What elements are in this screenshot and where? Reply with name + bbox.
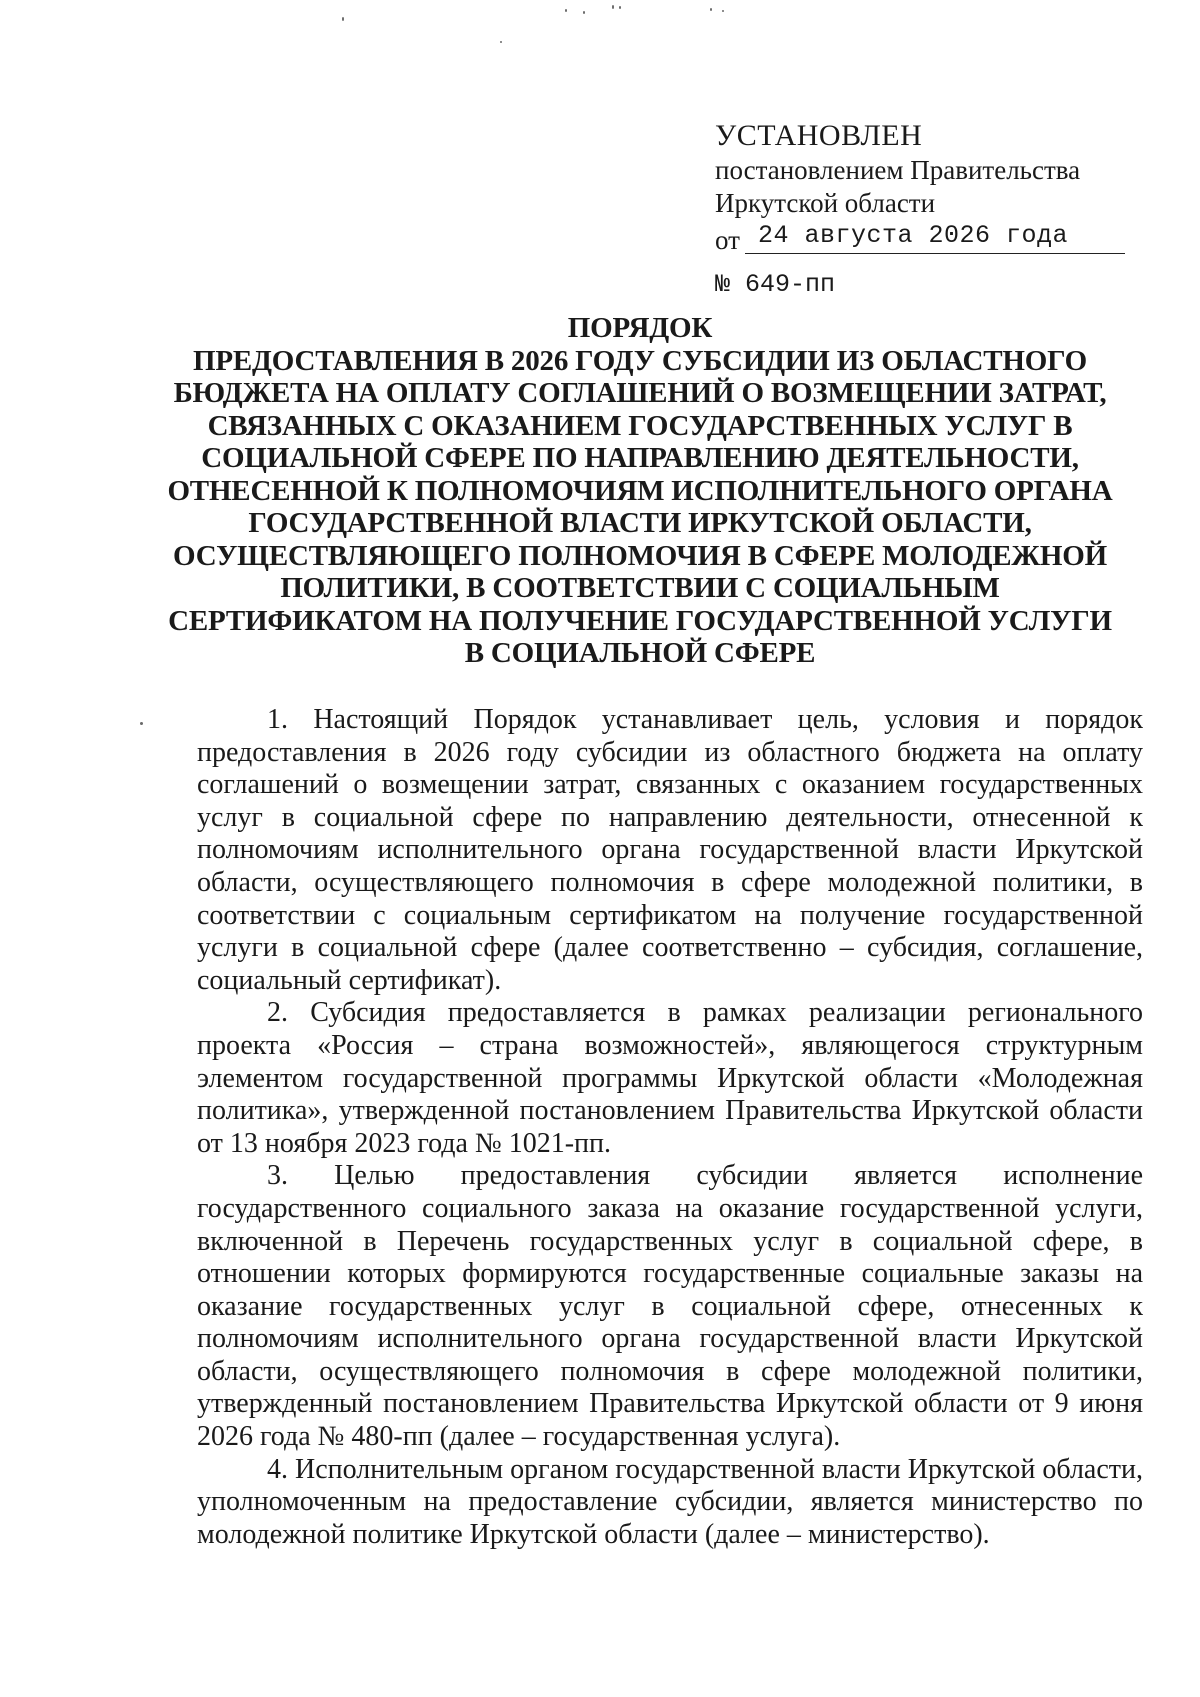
title-line: ПОЛИТИКИ, В СООТВЕТСТВИИ С СОЦИАЛЬНЫМ [280,572,1000,604]
paragraph-3: 3. Целью предоставления субсидии является исполнение государственного социального заказа на оказание государственной услуги, включенной в Перечень государственных услуг в социальной сфере, в отношении которых формируются государственные социальные заказы на оказание государственных услуг в социальной сфере, отнесенных к полномочиям исполнительного органа государственной власти Иркутской области, осуществляющего полномочия в сфере молодежной политики, утвержденный постановлением Правительства Иркутской области от 9 июня 2026 года № 480-пп (далее – государственная услуга). [197,1160,1143,1453]
title-line: СВЯЗАННЫХ С ОКАЗАНИЕМ ГОСУДАРСТВЕННЫХ УСЛУГ В [207,409,1073,442]
document-title [150,312,1130,670]
approval-number-line [715,262,1125,302]
scan-speck [342,17,344,21]
date-prefix: от [715,225,740,255]
approved-heading: УСТАНОВЛЕН [715,119,923,152]
document-body [197,704,1143,1551]
approval-number: № 649-пп [715,270,836,299]
title-line: ПРЕДОСТАВЛЕНИЯ В 2026 ГОДУ СУБСИДИИ ИЗ ОБЛАСТНОГО [192,344,1088,377]
title-line: В СОЦИАЛЬНОЙ СФЕРЕ [464,637,816,669]
title-line: БЮДЖЕТА НА ОПЛАТУ СОГЛАШЕНИЙ О ВОЗМЕЩЕНИИ ЗАТРАТ, [173,377,1107,409]
scan-speck [710,8,712,11]
scan-speck [565,9,567,12]
title-line: СЕРТИФИКАТОМ НА ПОЛУЧЕНИЕ ГОСУДАРСТВЕННОЙ УСЛУГИ [168,604,1112,637]
approval-date: 24 августа 2026 года [758,221,1069,250]
scan-speck [612,5,614,9]
title-line: ОСУЩЕСТВЛЯЮЩЕГО ПОЛНОМОЧИЯ В СФЕРЕ МОЛОДЕЖНОЙ [173,539,1107,572]
title-line: ГОСУДАРСТВЕННОЙ ВЛАСТИ ИРКУТСКОЙ ОБЛАСТИ, [248,507,1032,539]
title-line: ОТНЕСЕННОЙ К ПОЛНОМОЧИЯМ ИСПОЛНИТЕЛЬНОГО ОРГАНА [167,474,1113,507]
approval-date-line [715,220,1125,258]
approval-line-1: постановлением Правительства [715,155,1081,185]
paragraph-1: 1. Настоящий Порядок устанавливает цель, условия и порядок предоставления в 2026 году субсидии из областного бюджета на оплату соглашений о возмещении затрат, связанных с оказанием государственных услуг в социальной сфере по направлению деятельности, отнесенной к полномочиям исполнительного органа государственной власти Иркутской области, осуществляющего полномочия в сфере молодежной политики, в соответствии с социальным сертификатом на получение государственной услуги в социальной сфере (далее соответственно – субсидия, соглашение, социальный сертификат). [197,704,1143,996]
approval-line-2: Иркутской области [715,188,936,218]
scan-speck [140,722,143,725]
scan-speck [619,6,621,9]
scan-speck [500,41,502,43]
title-line: ПОРЯДОК [567,312,713,344]
date-underline [745,253,1125,254]
scan-speck [583,11,585,14]
title-line: СОЦИАЛЬНОЙ СФЕРЕ ПО НАПРАВЛЕНИЮ ДЕЯТЕЛЬНОСТИ, [201,442,1079,474]
approval-block [715,118,1125,302]
scan-speck [722,10,724,12]
paragraph-2: 2. Субсидия предоставляется в рамках реализации регионального проекта «Россия – страна возможностей», являющегося структурным элементом государственной программы Иркутской области «Молодежная политика», утвержденной постановлением Правительства Иркутской области от 13 ноября 2023 года № 1021-пп. [197,997,1143,1159]
paragraph-4: 4. Исполнительным органом государственной власти Иркутской области, уполномоченным на предоставление субсидии, является министерство по молодежной политике Иркутской области (далее – министерство). [197,1453,1143,1550]
